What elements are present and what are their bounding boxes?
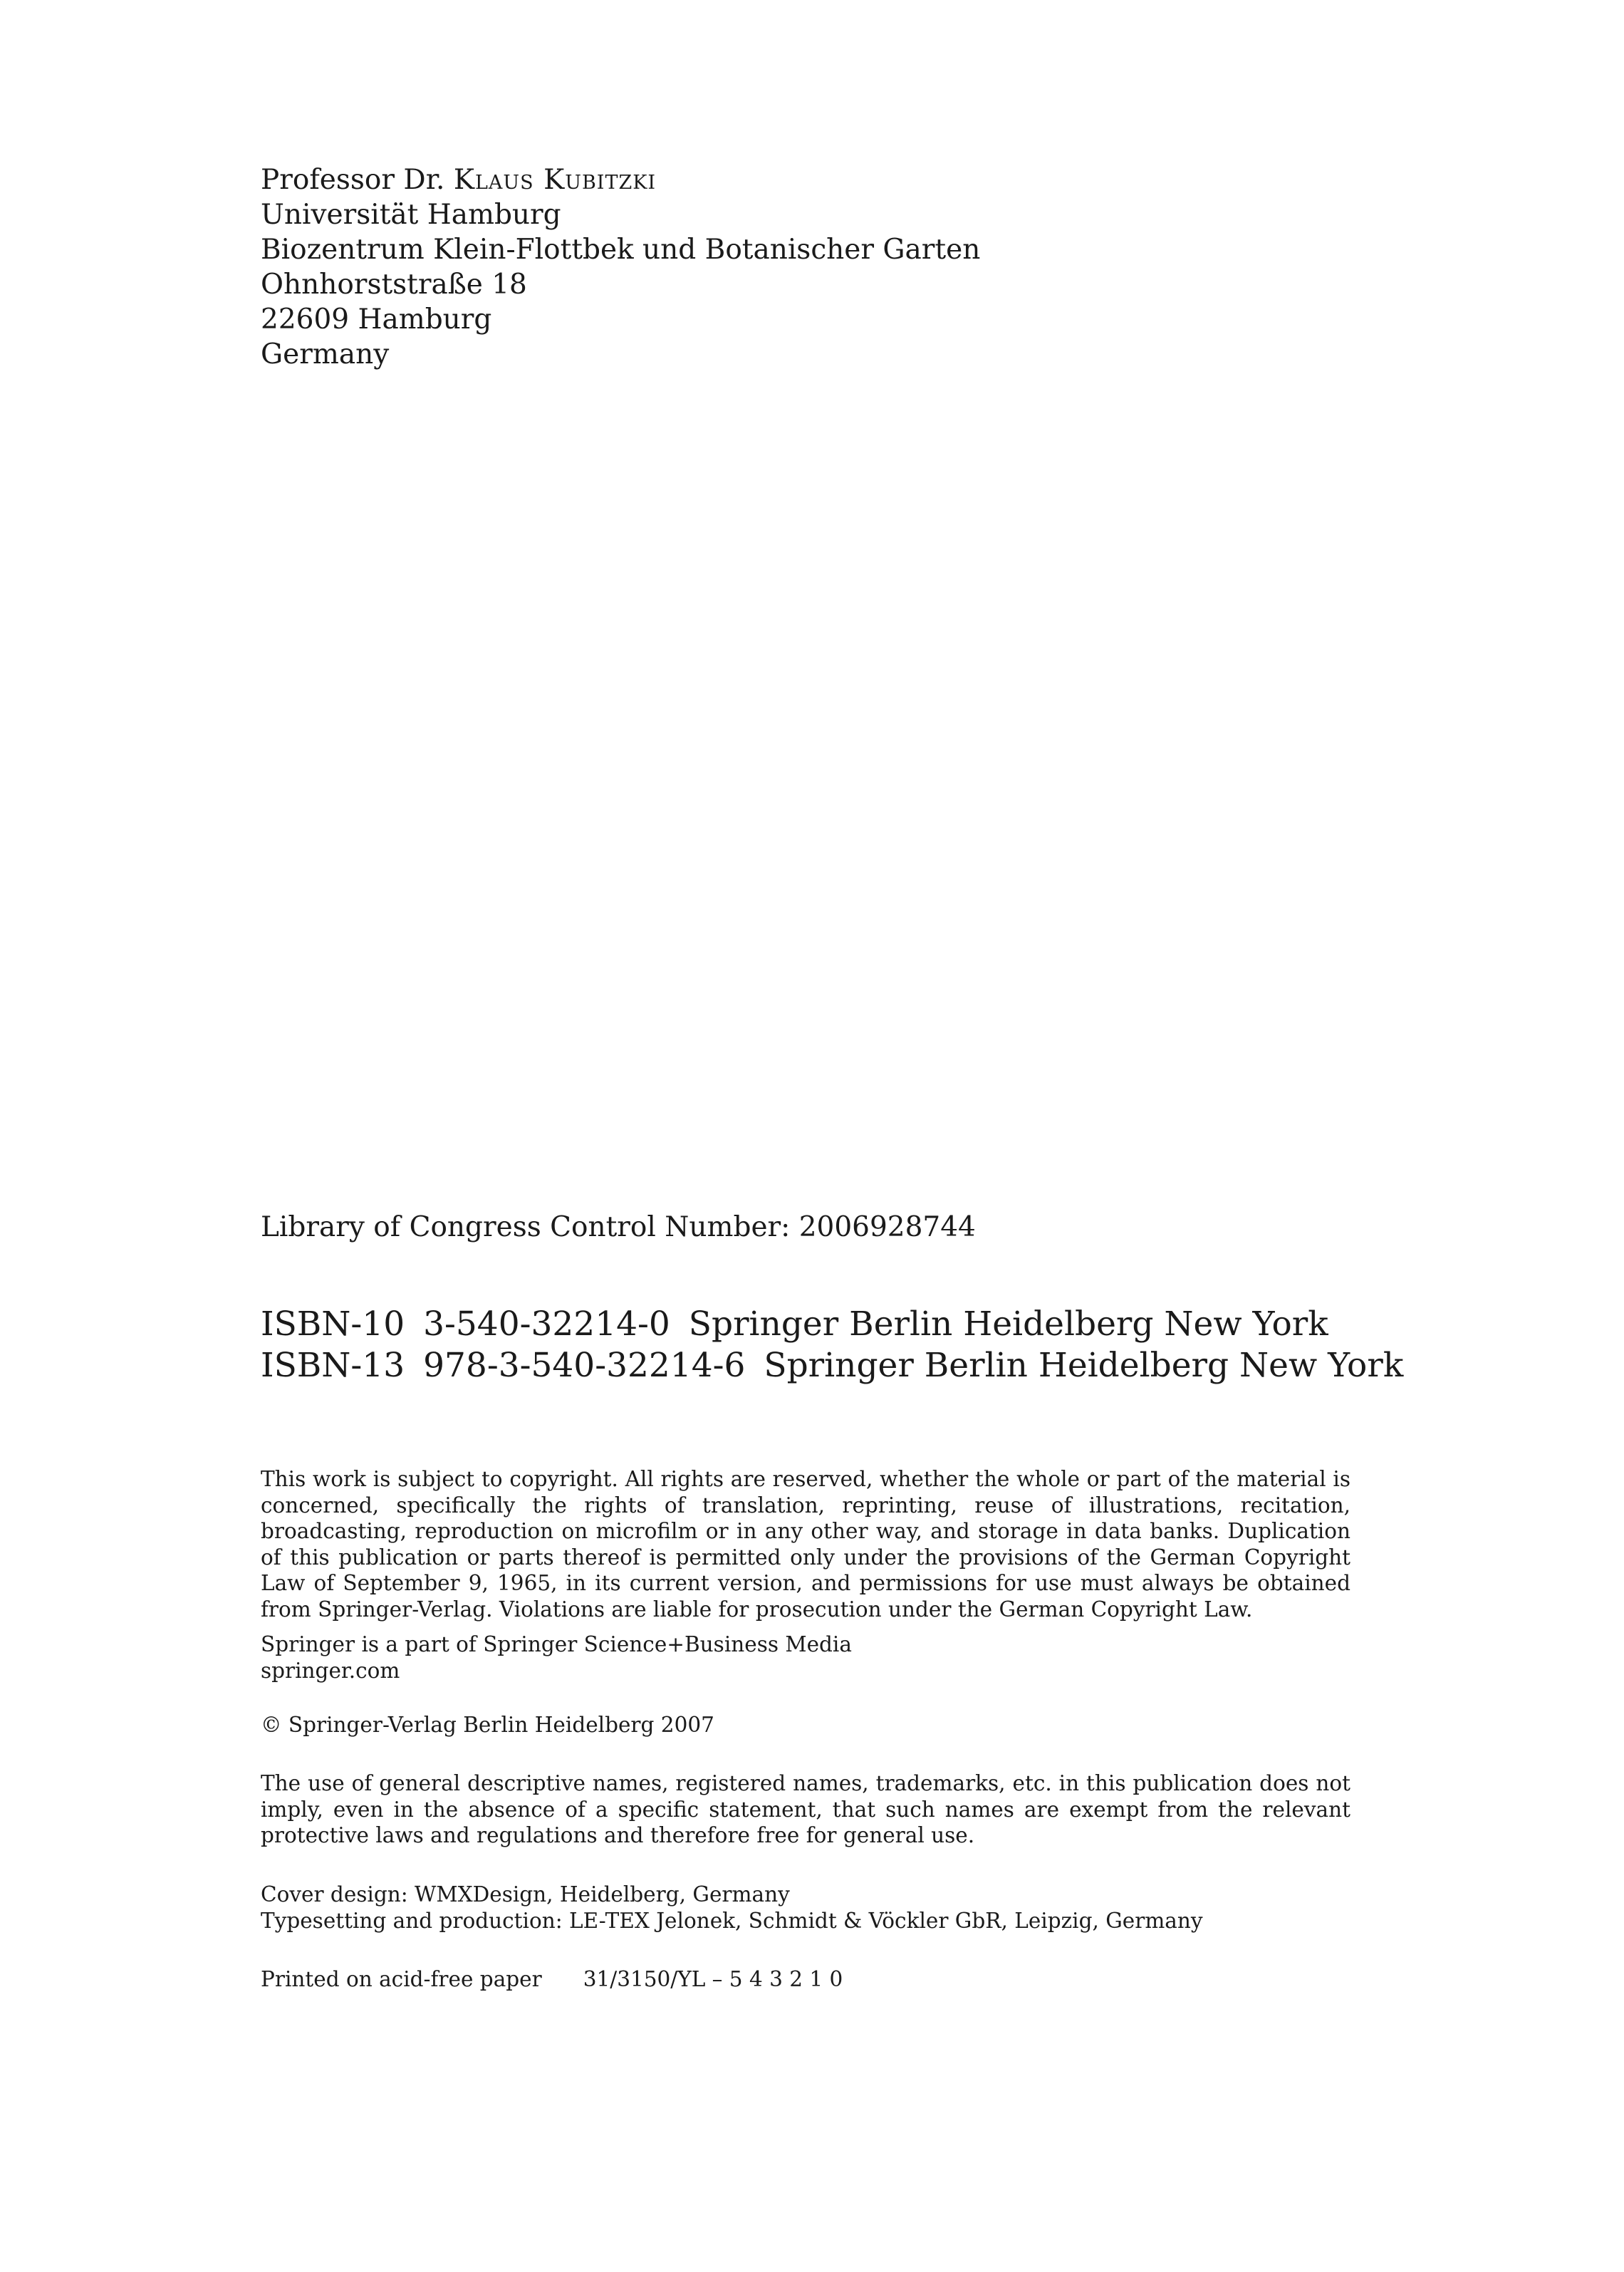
- isbn-row: [261, 1345, 1404, 1386]
- springer-part-line: Springer is a part of Springer Science+Business Media: [261, 1632, 852, 1656]
- address-line: Biozentrum Klein-Flottbek und Botanischer Garten: [261, 234, 981, 266]
- address-line: Germany: [261, 338, 390, 370]
- copyright-notice: This work is subject to copyright. All rights are reserved, whether the whole or part of the material is concerned, specifically the rights of translation, reprinting, reuse of illustrations, recitation, broadcasting, reproduction on microfilm or in any other way, and storage in data banks. Duplication of this publication or parts thereof is permitted only under the provisions of the German Copyright Law of September 9, 1965, in its current version, and permissions for use must always be obtained from Springer-Verlag. Violations are liable for prosecution under the German Copyright Law.: [261, 1467, 1350, 1622]
- isbn-publisher: Springer Berlin Heidelberg New York: [688, 1304, 1328, 1344]
- isbn-label: ISBN-13: [261, 1346, 405, 1385]
- isbn-row: [261, 1304, 1350, 1345]
- paper-note: Printed on acid-free paper: [261, 1967, 542, 1991]
- author-address: [261, 162, 1350, 372]
- isbn-label: ISBN-10: [261, 1304, 405, 1344]
- isbn-block: [261, 1304, 1404, 1386]
- isbn-number: 978-3-540-32214-6: [423, 1346, 746, 1385]
- author-name-line: [261, 162, 1350, 197]
- cover-design-credit: Cover design: WMXDesign, Heidelberg, Germany: [261, 1882, 790, 1907]
- isbn-publisher: Springer Berlin Heidelberg New York: [764, 1346, 1404, 1385]
- address-line: Universität Hamburg: [261, 199, 561, 231]
- springer-media-note: [261, 1632, 1350, 1684]
- author-title: Professor Dr.: [261, 164, 445, 196]
- address-line: 22609 Hamburg: [261, 304, 492, 336]
- author-name: Klaus Kubitzki: [453, 164, 657, 196]
- print-code: 31/3150/YL – 5 4 3 2 1 0: [583, 1967, 843, 1991]
- printing-note: [261, 1966, 1350, 1993]
- library-of-congress-number: Library of Congress Control Number: 2006928744: [261, 1211, 976, 1243]
- address-line: Ohnhorststraße 18: [261, 269, 527, 301]
- isbn-number: 3-540-32214-0: [423, 1304, 670, 1344]
- trademarks-notice: The use of general descriptive names, registered names, trademarks, etc. in this publication does not imply, even in the absence of a specific statement, that such names are exempt from the relevant protective laws and regulations and therefore free for general use.: [261, 1771, 1350, 1847]
- production-credits: [261, 1882, 1350, 1934]
- springer-website: springer.com: [261, 1658, 400, 1683]
- typesetting-credit: Typesetting and production: LE-TEX Jelonek, Schmidt & Vöckler GbR, Leipzig, Germany: [261, 1908, 1203, 1933]
- copyright-line: © Springer-Verlag Berlin Heidelberg 2007: [261, 1713, 714, 1737]
